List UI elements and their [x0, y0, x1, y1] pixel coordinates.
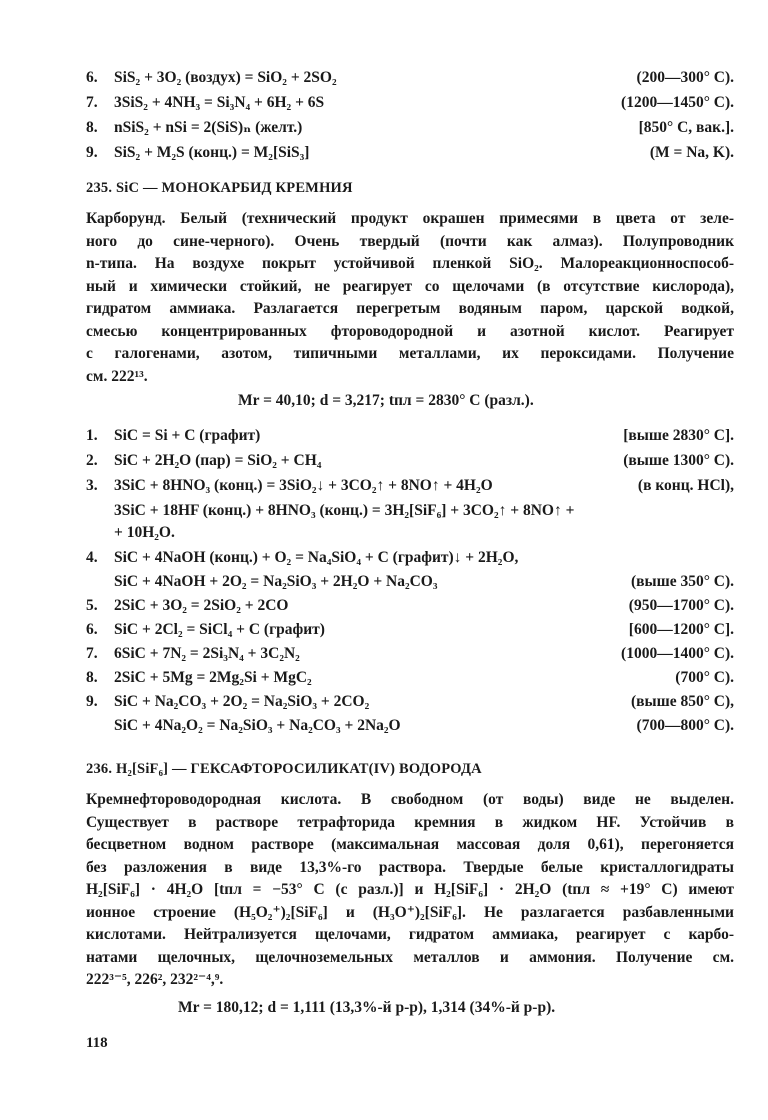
text-line: ионное строение (H₅O₂⁺)₂[SiF₆] и (H₃O⁺)₂[SiF₆]. Не разлагается разбавленными [86, 903, 734, 921]
reaction-number: 9. [86, 693, 98, 710]
section-heading: 236. H₂[SiF₆] — ГЕКСАФТОРОСИЛИКАТ(IV) ВОДОРОДА [86, 761, 482, 777]
physical-properties: Mr = 180,12; d = 1,111 (13,3%-й р-р), 1,314 (34%-й р-р). [178, 999, 556, 1016]
reaction-line [86, 117, 734, 139]
reaction-condition: (выше 350° C). [630, 573, 734, 590]
reaction-number: 8. [86, 119, 98, 136]
reaction-condition: (950—1700° C). [628, 597, 734, 614]
text-line: с галогенами, азотом, типичными металлами, их пероксидами. Получение [86, 345, 734, 362]
text-line: ный и химически стойкий, не реагирует со щелочами (в отсутствие кислорода), [86, 277, 734, 295]
reaction-line [86, 500, 734, 522]
reaction-line [86, 450, 734, 472]
text-line: H₂[SiF₆] · 4H₂O [tпл = −53° C (с разл.)] и H₂[SiF₆] · 2H₂O (tпл ≈ +19° C) имеют [86, 881, 734, 898]
reaction-line [86, 475, 734, 497]
text-line: натами щелочных, щелочноземельных металлов и аммония. Получение см. [86, 948, 734, 966]
reaction-equation: nSiS₂ + nSi = 2(SiS)ₙ (желт.) [114, 119, 303, 136]
section-heading: 235. SiC — МОНОКАРБИД КРЕМНИЯ [86, 180, 353, 196]
section-description [86, 208, 734, 388]
reaction-condition: (700—800° C). [636, 717, 734, 734]
reaction-line [86, 619, 734, 641]
reaction-equation: SiC + Na₂CO₃ + 2O₂ = Na₂SiO₃ + 2CO₂ [114, 693, 370, 710]
reaction-equation: SiS₂ + 3O₂ (воздух) = SiO₂ + 2SO₂ [114, 69, 337, 86]
reaction-equation: 2SiC + 5Mg = 2Mg₂Si + MgC₂ [114, 669, 312, 686]
reaction-equation: 2SiC + 3O₂ = 2SiO₂ + 2CO [114, 597, 289, 614]
text-line: смесью концентрированных фтороводородной и азотной кислот. Реагирует [86, 322, 734, 340]
reaction-line [86, 142, 734, 164]
text-line: Кремнефтороводородная кислота. В свободном (от воды) виде не выделен. [86, 791, 734, 808]
reaction-line [86, 425, 734, 447]
text-line: см. 222¹³. [86, 367, 148, 385]
reaction-number: 5. [86, 597, 98, 614]
reaction-line [86, 522, 734, 544]
reaction-line [86, 715, 734, 737]
reaction-line [86, 547, 734, 569]
reaction-condition: [850° C, вак.]. [638, 119, 734, 136]
reaction-number: 9. [86, 144, 98, 161]
reaction-line [86, 595, 734, 617]
reaction-number: 4. [86, 549, 98, 566]
reaction-equation: 3SiC + 8HNO₃ (конц.) = 3SiO₂↓ + 3CO₂↑ + 8NO↑ + 4H₂O [114, 477, 493, 494]
reaction-equation: SiC + 4Na₂O₂ = Na₂SiO₃ + Na₂CO₃ + 2Na₂O [114, 717, 401, 734]
reaction-line [86, 571, 734, 593]
reaction-line [86, 92, 734, 114]
text-line: Карборунд. Белый (технический продукт окрашен примесями в цвета от зеле- [86, 210, 734, 227]
reaction-condition: [600—1200° C]. [628, 621, 734, 638]
reaction-number: 6. [86, 621, 98, 638]
page-number: 118 [86, 1035, 108, 1051]
reaction-equation: 3SiC + 18HF (конц.) + 8HNO₃ (конц.) = 3H₂[SiF₆] + 3CO₂↑ + 8NO↑ + [114, 502, 575, 519]
text-line: гидратом аммиака. Разлагается перегретым водяным паром, царской водкой, [86, 300, 734, 317]
reaction-number: 1. [86, 427, 98, 444]
reaction-equation: SiC + 2Cl₂ = SiCl₄ + C (графит) [114, 621, 325, 638]
physical-properties: Mr = 40,10; d = 3,217; tпл = 2830° C (разл.). [238, 392, 534, 409]
reaction-equation: SiC + 4NaOH (конц.) + O₂ = Na₄SiO₄ + C (графит)↓ + 2H₂O, [114, 549, 519, 566]
reaction-equation: SiC + 2H₂O (пар) = SiO₂ + CH₄ [114, 452, 322, 469]
reaction-number: 3. [86, 477, 98, 494]
reaction-condition: (M = Na, K). [649, 144, 734, 161]
reaction-equation: SiC = Si + C (графит) [114, 427, 261, 444]
reaction-line [86, 643, 734, 665]
text-line: n-типа. На воздухе покрыт устойчивой пленкой SiO₂. Малореакционноспособ- [86, 255, 734, 272]
text-line: бесцветном водном растворе (максимальная массовая доля 0,61), перегоняется [86, 836, 734, 853]
text-line: 222³⁻⁵, 226², 232²⁻⁴,⁹. [86, 971, 224, 988]
reaction-condition: (200—300° C). [636, 69, 734, 86]
reaction-equation: SiC + 4NaOH + 2O₂ = Na₂SiO₃ + 2H₂O + Na₂CO₃ [114, 573, 438, 590]
section-description [86, 789, 734, 992]
reaction-equation: + 10H₂O. [114, 524, 175, 541]
reaction-equation: SiS₂ + M₂S (конц.) = M₂[SiS₃] [114, 144, 310, 161]
reaction-equation: 6SiC + 7N₂ = 2Si₃N₄ + 3C₂N₂ [114, 645, 300, 662]
reaction-condition: (700° C). [675, 669, 734, 686]
reaction-number: 7. [86, 645, 98, 662]
reaction-line [86, 667, 734, 689]
reaction-number: 7. [86, 94, 98, 111]
reaction-number: 6. [86, 69, 98, 86]
reaction-number: 2. [86, 452, 98, 469]
reaction-equation: 3SiS₂ + 4NH₃ = Si₃N₄ + 6H₂ + 6S [114, 94, 325, 111]
text-line: без разложения в виде 13,3%-го раствора. Твердые белые кристаллогидраты [86, 858, 734, 876]
text-line: ного до сине-черного). Очень твердый (почти как алмаз). Полупроводник [86, 232, 734, 250]
reaction-line [86, 67, 734, 89]
text-line: кислотами. Нейтрализуется щелочами, гидратом аммиака, реагирует с карбо- [86, 926, 734, 943]
reaction-condition: (выше 1300° C). [623, 452, 734, 469]
reaction-condition: [выше 2830° C]. [623, 427, 734, 444]
reaction-condition: (1200—1450° C). [621, 94, 734, 111]
reaction-condition: (1000—1400° C). [621, 645, 734, 662]
text-line: Существует в растворе тетрафторида кремния в жидком HF. Устойчив в [86, 813, 734, 831]
reaction-condition: (в конц. HCl), [637, 477, 734, 494]
reaction-line [86, 691, 734, 713]
reaction-condition: (выше 850° C), [630, 693, 734, 710]
reaction-number: 8. [86, 669, 98, 686]
